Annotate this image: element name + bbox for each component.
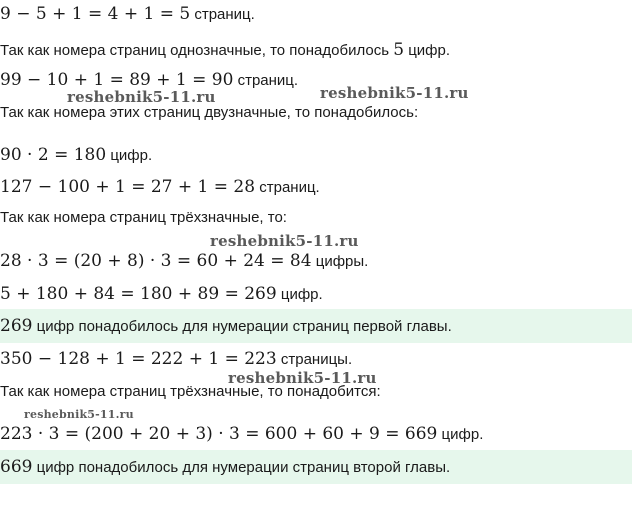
line-text-suffix: цифр. [404, 42, 451, 59]
math-expression: 9 − 5 + 1 = 4 + 1 = 5 [0, 4, 191, 24]
line-text: Так как номера страниц трёхзначные, то понадобится: [0, 383, 381, 400]
solution-line-6 [0, 177, 632, 197]
math-expression: 127 − 100 + 1 = 27 + 1 = 28 [0, 177, 256, 197]
line-text: цифры. [311, 253, 369, 270]
solution-line-7 [0, 209, 632, 226]
line-text: цифр. [276, 286, 323, 303]
math-expression: 90 · 2 = 180 [0, 145, 107, 165]
line-text: цифр понадобилось для нумерации страниц второй главы. [32, 459, 451, 476]
solution-line-2 [0, 40, 632, 60]
chapter-1-result [0, 309, 632, 343]
math-expression: 269 [0, 316, 33, 336]
watermark: reshebnik5-11.ru [228, 369, 377, 387]
math-expression: 28 · 3 = (20 + 8) · 3 = 60 + 24 = 84 [0, 251, 312, 271]
line-text: страниц. [233, 72, 299, 89]
math-expression: 5 + 180 + 84 = 180 + 89 = 269 [0, 284, 277, 304]
solution-line-9 [0, 284, 632, 304]
line-text: Так как номера страниц однозначные, то понадобилось [0, 42, 394, 59]
solution-line-8 [0, 251, 632, 271]
line-text: цифр понадобилось для нумерации страниц первой главы. [32, 318, 452, 335]
line-text: страниц. [255, 179, 320, 196]
chapter-2-result [0, 450, 632, 484]
solution-line-11 [0, 349, 632, 369]
math-expression: 99 − 10 + 1 = 89 + 1 = 90 [0, 70, 234, 90]
line-text: страницы. [276, 351, 353, 368]
solution-line-3 [0, 70, 632, 90]
solution-line-13 [0, 424, 632, 444]
math-expression: 223 · 3 = (200 + 20 + 3) · 3 = 600 + 60 + 9 = 669 [0, 424, 438, 444]
watermark: reshebnik5-11.ru [67, 88, 216, 106]
line-text: Так как номера страниц трёхзначные, то: [0, 209, 287, 226]
line-text: цифр. [437, 426, 484, 443]
line-text: Так как номера этих страниц двузначные, то понадобилось: [0, 104, 419, 121]
math-expression: 5 [393, 40, 405, 60]
solution-line-4 [0, 104, 632, 121]
solution-line-1 [0, 4, 632, 24]
line-text: страниц. [190, 6, 255, 23]
watermark: reshebnik5-11.ru [320, 84, 469, 102]
solution-line-5 [0, 145, 632, 165]
watermark: reshebnik5-11.ru [24, 408, 134, 421]
math-expression: 350 − 128 + 1 = 222 + 1 = 223 [0, 349, 277, 369]
watermark: reshebnik5-11.ru [210, 232, 359, 250]
math-expression: 669 [0, 457, 33, 477]
line-text: цифр. [106, 147, 153, 164]
